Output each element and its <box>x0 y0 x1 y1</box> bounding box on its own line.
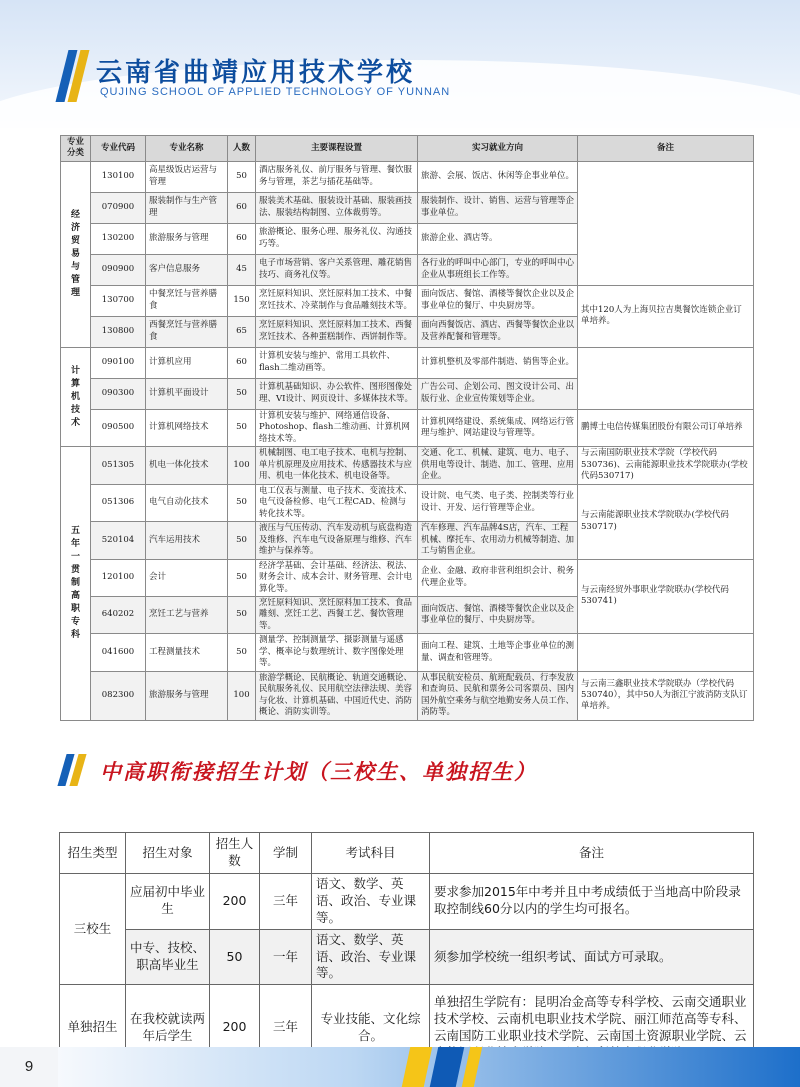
major-name: 电气自动化技术 <box>146 484 228 521</box>
plan-subjects: 语文、数学、英语、政治、专业课等。 <box>312 929 430 985</box>
major-count: 150 <box>228 285 256 316</box>
type-dandu: 单独招生 <box>60 985 126 1071</box>
major-count: 50 <box>228 409 256 446</box>
major-courses: 液压与气压传动、汽车发动机与底盘构造及维修、汽车电气设备原理与维修、汽车维护与保养等。 <box>256 522 418 559</box>
school-name-en: QUJING SCHOOL OF APPLIED TECHNOLOGY OF YUNNAN <box>100 86 451 98</box>
major-note <box>578 347 754 409</box>
table-row <box>61 285 754 316</box>
major-jobs: 旅游企业、酒店等。 <box>418 223 578 254</box>
col-header-name: 专业名称 <box>146 136 228 162</box>
category-five-year: 五年一贯制高职专科 <box>61 447 91 720</box>
major-note: 与云南能源职业技术学院联办(学校代码530717) <box>578 484 754 559</box>
col-header-code: 专业代码 <box>91 136 146 162</box>
major-count: 50 <box>228 596 256 633</box>
section-title: 中高职衔接招生计划（三校生、单独招生） <box>100 760 537 784</box>
major-courses: 电子市场营销、客户关系管理、雕花销售技巧、商务礼仪等。 <box>256 254 418 285</box>
major-courses: 经济学基础、会计基础、经济法、税法、财务会计、成本会计、财务管理、会计电算化等。 <box>256 559 418 596</box>
major-count: 50 <box>228 522 256 559</box>
major-jobs: 旅游、会展、饭店、休闲等企事业单位。 <box>418 161 578 192</box>
major-name: 旅游服务与管理 <box>146 223 228 254</box>
major-jobs: 从事民航安检员、航班配载员、行李发放和查询员、民航和票务公司客票员、国内国外航空乘务与航空地勤安务人员工作、消防等。 <box>418 671 578 720</box>
plan-count: 50 <box>210 929 260 985</box>
major-jobs: 汽车修理、汽车品牌4S店，汽车、工程机械、摩托车、农用动力机械等制造、加工与销售企业。 <box>418 522 578 559</box>
major-code: 640202 <box>91 596 146 633</box>
col-header-count: 人数 <box>228 136 256 162</box>
major-note: 与云南三鑫职业技术学院联办（学校代码530740），其中50人为浙江宁波消防支队订单培养。 <box>578 671 754 720</box>
col-header-subjects: 考试科目 <box>312 833 430 874</box>
major-code: 090500 <box>91 409 146 446</box>
major-jobs: 设计院、电气类、电子类、控制类等行业设计、开发、运行管理等企业。 <box>418 484 578 521</box>
col-header-type: 招生类型 <box>60 833 126 874</box>
plan-table-header <box>60 833 754 874</box>
major-name: 计算机应用 <box>146 347 228 378</box>
major-code: 130700 <box>91 285 146 316</box>
plan-target: 中专、技校、职高毕业生 <box>126 929 210 985</box>
table-row <box>61 161 754 192</box>
col-header-enroll-count: 招生人数 <box>210 833 260 874</box>
majors-table-header <box>61 136 754 162</box>
major-courses: 机械制图、电工电子技术、电机与控制、单片机原理及应用技术、传感器技术与应用、机电一体化技术、机电设备等。 <box>256 447 418 484</box>
major-code: 090900 <box>91 254 146 285</box>
major-jobs: 各行业的呼叫中心部门，专业的呼叫中心企业从事班组长工作等。 <box>418 254 578 285</box>
major-courses: 计算机安装与维护、常用工具软件、flash二维动画等。 <box>256 347 418 378</box>
plan-note: 要求参加2015年中考并且中考成绩低于当地高中阶段录取控制线60分以内的学生均可报名。 <box>430 874 754 930</box>
footer-gradient-bar <box>58 1047 800 1087</box>
plan-count: 200 <box>210 874 260 930</box>
major-name: 中餐烹饪与营养膳食 <box>146 285 228 316</box>
footer-stripe-blue <box>430 1047 465 1087</box>
major-name: 汽车运用技术 <box>146 522 228 559</box>
col-header-target: 招生对象 <box>126 833 210 874</box>
major-jobs: 交通、化工、机械、建筑、电力、电子、供用电等设计、制造、加工、管理、应用企业。 <box>418 447 578 484</box>
major-name: 西餐烹饪与营养膳食 <box>146 316 228 347</box>
major-code: 070900 <box>91 192 146 223</box>
major-count: 60 <box>228 347 256 378</box>
page-header <box>0 0 800 128</box>
major-code: 520104 <box>91 522 146 559</box>
table-row <box>61 634 754 671</box>
major-count: 100 <box>228 447 256 484</box>
major-courses: 服装美术基础、服装设计基础、服装画技法、服装结构制图、立体裁剪等。 <box>256 192 418 223</box>
major-jobs: 面向饭店、餐馆、酒楼等餐饮企业以及企事业单位的餐厅、中央厨房等。 <box>418 596 578 633</box>
major-jobs: 计算机网络建设、系统集成、网络运行管理与维护、网站建设与管理等。 <box>418 409 578 446</box>
major-courses: 计算机基础知识、办公软件、图形图像处理、VI设计、网页设计、多媒体技术等。 <box>256 378 418 409</box>
plan-duration: 三年 <box>260 874 312 930</box>
major-code: 041600 <box>91 634 146 671</box>
major-name: 计算机网络技术 <box>146 409 228 446</box>
majors-table <box>60 135 754 721</box>
major-name: 旅游服务与管理 <box>146 671 228 720</box>
major-courses: 电工仪表与测量、电子技术、变流技术、电气设备检修、电气工程CAD、检测与转化技术等。 <box>256 484 418 521</box>
major-count: 45 <box>228 254 256 285</box>
plan-note: 单独招生学院有：昆明冶金高等专科学校、云南交通职业技术学校、云南机电职业技术学院、丽江师范高等专科、云南国防工业职业技术学院、云南国土资源职业学院、云 <box>430 985 754 1071</box>
major-count: 60 <box>228 223 256 254</box>
major-count: 50 <box>228 378 256 409</box>
major-code: 090300 <box>91 378 146 409</box>
major-courses: 旅游学概论、民航概论、轨道交通概论、民航服务礼仪、民用航空法律法规、美容与化妆、计算机基础、中国近代史、消防概论、消防实训等。 <box>256 671 418 720</box>
table-row <box>61 559 754 596</box>
major-jobs: 广告公司、企划公司、图文设计公司、出版行业、企业宣传策划等企业。 <box>418 378 578 409</box>
enrollment-plan-table <box>59 832 754 1071</box>
major-code: 130100 <box>91 161 146 192</box>
major-count: 60 <box>228 192 256 223</box>
major-note: 与云南国防职业技术学院（学校代码530736)、云南能源职业技术学院联办(学校代码530717) <box>578 447 754 484</box>
major-courses: 酒店服务礼仪、前厅服务与管理、餐饮服务与管理，茶艺与插花基础等。 <box>256 161 418 192</box>
major-name: 工程测量技术 <box>146 634 228 671</box>
major-code: 130800 <box>91 316 146 347</box>
col-header-courses: 主要课程设置 <box>256 136 418 162</box>
major-jobs: 企业、金融、政府非营利组织会计、税务代理企业等。 <box>418 559 578 596</box>
col-header-jobs: 实习就业方向 <box>418 136 578 162</box>
major-count: 50 <box>228 559 256 596</box>
major-name: 客户信息服务 <box>146 254 228 285</box>
major-note: 与云南经贸外事职业学院联办(学校代码530741) <box>578 559 754 634</box>
major-courses: 测量学、控制测量学、摄影测量与遥感学、概率论与数理统计、数字图像处理等。 <box>256 634 418 671</box>
col-header-plan-note: 备注 <box>430 833 754 874</box>
table-row <box>60 929 754 985</box>
major-count: 50 <box>228 484 256 521</box>
major-count: 50 <box>228 634 256 671</box>
major-code: 120100 <box>91 559 146 596</box>
category-cs: 计算机技术 <box>61 347 91 446</box>
major-name: 服装制作与生产管理 <box>146 192 228 223</box>
major-count: 100 <box>228 671 256 720</box>
major-jobs: 面向西餐饭店、酒店、西餐等餐饮企业以及营养配餐和管理等。 <box>418 316 578 347</box>
major-code: 090100 <box>91 347 146 378</box>
category-econ: 经济贸易与管理 <box>61 161 91 347</box>
major-code: 051306 <box>91 484 146 521</box>
major-code: 130200 <box>91 223 146 254</box>
table-row <box>61 484 754 521</box>
major-count: 50 <box>228 161 256 192</box>
table-row <box>60 874 754 930</box>
major-note: 鹏博士电信传媒集团股份有限公司订单培养 <box>578 409 754 446</box>
col-header-notes: 备注 <box>578 136 754 162</box>
plan-subjects: 语文、数学、英语、政治、专业课等。 <box>312 874 430 930</box>
table-row <box>61 409 754 446</box>
major-courses: 烹饪原料知识、烹饪原料加工技术、食品雕刻、烹饪工艺、西餐工艺、餐饮管理等。 <box>256 596 418 633</box>
major-name: 机电一体化技术 <box>146 447 228 484</box>
major-courses: 烹饪原料知识、烹饪原料加工技术、中餐烹饪技术、冷菜制作与食品雕刻技术等。 <box>256 285 418 316</box>
plan-subjects: 专业技能、文化综合。 <box>312 985 430 1071</box>
table-row <box>61 347 754 378</box>
school-name: 云南省曲靖应用技术学校 <box>96 58 416 88</box>
footer-stripe-yellow <box>402 1047 433 1087</box>
col-header-duration: 学制 <box>260 833 312 874</box>
major-name: 烹饪工艺与营养 <box>146 596 228 633</box>
plan-note: 须参加学校统一组织考试、面试方可录取。 <box>430 929 754 985</box>
major-code: 051305 <box>91 447 146 484</box>
major-jobs: 服装制作、设计、销售、运营与管理等企事业单位。 <box>418 192 578 223</box>
table-row <box>61 671 754 720</box>
plan-duration: 三年 <box>260 985 312 1071</box>
major-code: 082300 <box>91 671 146 720</box>
major-count: 65 <box>228 316 256 347</box>
major-note <box>578 161 754 285</box>
major-note: 其中120人为上海贝拉吉奥餐饮连锁企业订单培养。 <box>578 285 754 347</box>
plan-duration: 一年 <box>260 929 312 985</box>
section-heading <box>60 752 760 792</box>
plan-count: 200 <box>210 985 260 1071</box>
page-footer <box>0 1047 800 1087</box>
plan-target: 在我校就读两年后学生 <box>126 985 210 1071</box>
major-jobs: 面向饭店、餐馆、酒楼等餐饮企业以及企事业单位的餐厅、中央厨房等。 <box>418 285 578 316</box>
major-courses: 烹饪原料知识、烹饪原料加工技术、西餐烹饪技术、各种蛋糕制作、西饼制作等。 <box>256 316 418 347</box>
major-courses: 计算机安装与维护、网络通信设备、Photoshop、flash二维动画、计算机网络技术等。 <box>256 409 418 446</box>
plan-target: 应届初中毕业生 <box>126 874 210 930</box>
major-note <box>578 634 754 671</box>
major-name: 高星级饭店运营与管理 <box>146 161 228 192</box>
major-name: 会计 <box>146 559 228 596</box>
major-jobs: 计算机整机及零部件制造、销售等企业。 <box>418 347 578 378</box>
col-header-category: 专业分类 <box>61 136 91 162</box>
major-name: 计算机平面设计 <box>146 378 228 409</box>
table-row <box>61 447 754 484</box>
footer-stripe-yellow <box>462 1047 483 1087</box>
major-courses: 旅游概论、服务心理、服务礼仪、沟通技巧等。 <box>256 223 418 254</box>
major-jobs: 面向工程、建筑、土地等企事业单位的测量、调查和管理等。 <box>418 634 578 671</box>
page-number: 9 <box>0 1047 58 1087</box>
type-sanxiao: 三校生 <box>60 874 126 985</box>
